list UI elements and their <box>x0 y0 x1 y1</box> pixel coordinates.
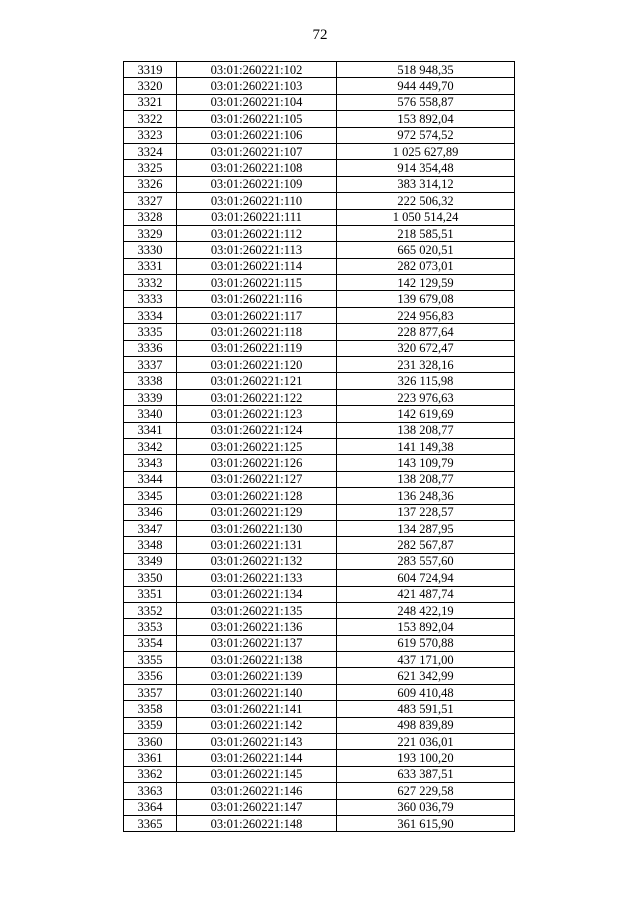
table-row <box>124 406 515 422</box>
table-row <box>124 766 515 782</box>
row-number-cell: 3326 <box>124 176 177 192</box>
row-number-cell: 3358 <box>124 701 177 717</box>
row-number-cell: 3348 <box>124 537 177 553</box>
value-cell: 360 036,79 <box>337 799 515 815</box>
cadastral-number-cell: 03:01:260221:124 <box>177 422 337 438</box>
table-row <box>124 570 515 586</box>
table-row <box>124 553 515 569</box>
value-cell: 153 892,04 <box>337 111 515 127</box>
cadastral-number-cell: 03:01:260221:105 <box>177 111 337 127</box>
cadastral-number-cell: 03:01:260221:122 <box>177 389 337 405</box>
row-number-cell: 3329 <box>124 225 177 241</box>
value-cell: 139 679,08 <box>337 291 515 307</box>
row-number-cell: 3334 <box>124 307 177 323</box>
row-number-cell: 3351 <box>124 586 177 602</box>
row-number-cell: 3361 <box>124 750 177 766</box>
row-number-cell: 3365 <box>124 815 177 831</box>
value-cell: 218 585,51 <box>337 225 515 241</box>
table-row <box>124 717 515 733</box>
table-row <box>124 520 515 536</box>
cadastral-number-cell: 03:01:260221:139 <box>177 668 337 684</box>
value-cell: 193 100,20 <box>337 750 515 766</box>
cadastral-number-cell: 03:01:260221:108 <box>177 160 337 176</box>
row-number-cell: 3354 <box>124 635 177 651</box>
page-number: 72 <box>312 27 328 43</box>
row-number-cell: 3327 <box>124 193 177 209</box>
table-row <box>124 783 515 799</box>
row-number-cell: 3350 <box>124 570 177 586</box>
table-row <box>124 340 515 356</box>
value-cell: 138 208,77 <box>337 422 515 438</box>
value-cell: 142 129,59 <box>337 275 515 291</box>
table-row <box>124 652 515 668</box>
table-row <box>124 258 515 274</box>
cadastral-number-cell: 03:01:260221:126 <box>177 455 337 471</box>
table-row <box>124 602 515 618</box>
cadastral-number-cell: 03:01:260221:104 <box>177 94 337 110</box>
value-cell: 228 877,64 <box>337 324 515 340</box>
table-row <box>124 619 515 635</box>
row-number-cell: 3336 <box>124 340 177 356</box>
value-cell: 437 171,00 <box>337 652 515 668</box>
row-number-cell: 3364 <box>124 799 177 815</box>
cadastral-number-cell: 03:01:260221:128 <box>177 488 337 504</box>
row-number-cell: 3330 <box>124 242 177 258</box>
cadastral-number-cell: 03:01:260221:147 <box>177 799 337 815</box>
value-cell: 1 050 514,24 <box>337 209 515 225</box>
value-cell: 576 558,87 <box>337 94 515 110</box>
table-row <box>124 668 515 684</box>
value-cell: 633 387,51 <box>337 766 515 782</box>
table-row <box>124 586 515 602</box>
table-row <box>124 193 515 209</box>
value-cell: 421 487,74 <box>337 586 515 602</box>
cadastral-number-cell: 03:01:260221:113 <box>177 242 337 258</box>
cadastral-number-cell: 03:01:260221:137 <box>177 635 337 651</box>
cadastral-number-cell: 03:01:260221:143 <box>177 734 337 750</box>
value-cell: 498 839,89 <box>337 717 515 733</box>
cadastral-number-cell: 03:01:260221:121 <box>177 373 337 389</box>
row-number-cell: 3349 <box>124 553 177 569</box>
table-row <box>124 373 515 389</box>
row-number-cell: 3353 <box>124 619 177 635</box>
table-row <box>124 504 515 520</box>
value-cell: 621 342,99 <box>337 668 515 684</box>
row-number-cell: 3321 <box>124 94 177 110</box>
value-cell: 141 149,38 <box>337 438 515 454</box>
row-number-cell: 3362 <box>124 766 177 782</box>
row-number-cell: 3356 <box>124 668 177 684</box>
cadastral-number-cell: 03:01:260221:125 <box>177 438 337 454</box>
table-row <box>124 275 515 291</box>
cadastral-number-cell: 03:01:260221:133 <box>177 570 337 586</box>
cadastral-number-cell: 03:01:260221:134 <box>177 586 337 602</box>
table-row <box>124 389 515 405</box>
table-row <box>124 127 515 143</box>
row-number-cell: 3325 <box>124 160 177 176</box>
value-cell: 944 449,70 <box>337 78 515 94</box>
cadastral-number-cell: 03:01:260221:138 <box>177 652 337 668</box>
table-row <box>124 537 515 553</box>
value-cell: 136 248,36 <box>337 488 515 504</box>
value-cell: 326 115,98 <box>337 373 515 389</box>
cadastral-number-cell: 03:01:260221:106 <box>177 127 337 143</box>
value-cell: 1 025 627,89 <box>337 143 515 159</box>
cadastral-number-cell: 03:01:260221:119 <box>177 340 337 356</box>
value-cell: 134 287,95 <box>337 520 515 536</box>
row-number-cell: 3337 <box>124 357 177 373</box>
table-row <box>124 111 515 127</box>
table-row <box>124 701 515 717</box>
value-cell: 619 570,88 <box>337 635 515 651</box>
cadastral-number-cell: 03:01:260221:103 <box>177 78 337 94</box>
cadastral-number-cell: 03:01:260221:148 <box>177 815 337 831</box>
row-number-cell: 3323 <box>124 127 177 143</box>
table-row <box>124 143 515 159</box>
cadastral-number-cell: 03:01:260221:112 <box>177 225 337 241</box>
row-number-cell: 3359 <box>124 717 177 733</box>
row-number-cell: 3335 <box>124 324 177 340</box>
cadastral-number-cell: 03:01:260221:127 <box>177 471 337 487</box>
value-cell: 222 506,32 <box>337 193 515 209</box>
cadastral-number-cell: 03:01:260221:130 <box>177 520 337 536</box>
cadastral-number-cell: 03:01:260221:102 <box>177 62 337 78</box>
cadastral-number-cell: 03:01:260221:141 <box>177 701 337 717</box>
table-row <box>124 635 515 651</box>
value-cell: 138 208,77 <box>337 471 515 487</box>
cadastral-value-table <box>123 61 515 832</box>
table-row <box>124 225 515 241</box>
cadastral-number-cell: 03:01:260221:142 <box>177 717 337 733</box>
cadastral-number-cell: 03:01:260221:129 <box>177 504 337 520</box>
value-cell: 153 892,04 <box>337 619 515 635</box>
value-cell: 282 567,87 <box>337 537 515 553</box>
row-number-cell: 3345 <box>124 488 177 504</box>
row-number-cell: 3342 <box>124 438 177 454</box>
table-row <box>124 799 515 815</box>
table-row <box>124 357 515 373</box>
value-cell: 665 020,51 <box>337 242 515 258</box>
cadastral-number-cell: 03:01:260221:116 <box>177 291 337 307</box>
cadastral-number-cell: 03:01:260221:114 <box>177 258 337 274</box>
row-number-cell: 3360 <box>124 734 177 750</box>
table-row <box>124 209 515 225</box>
value-cell: 143 109,79 <box>337 455 515 471</box>
value-cell: 483 591,51 <box>337 701 515 717</box>
cadastral-number-cell: 03:01:260221:136 <box>177 619 337 635</box>
value-cell: 142 619,69 <box>337 406 515 422</box>
row-number-cell: 3343 <box>124 455 177 471</box>
row-number-cell: 3328 <box>124 209 177 225</box>
cadastral-number-cell: 03:01:260221:135 <box>177 602 337 618</box>
value-cell: 361 615,90 <box>337 815 515 831</box>
row-number-cell: 3347 <box>124 520 177 536</box>
value-cell: 248 422,19 <box>337 602 515 618</box>
table-row <box>124 242 515 258</box>
row-number-cell: 3331 <box>124 258 177 274</box>
row-number-cell: 3322 <box>124 111 177 127</box>
cadastral-number-cell: 03:01:260221:111 <box>177 209 337 225</box>
value-cell: 223 976,63 <box>337 389 515 405</box>
cadastral-number-cell: 03:01:260221:144 <box>177 750 337 766</box>
value-cell: 282 073,01 <box>337 258 515 274</box>
value-cell: 137 228,57 <box>337 504 515 520</box>
value-cell: 609 410,48 <box>337 684 515 700</box>
row-number-cell: 3357 <box>124 684 177 700</box>
table-row <box>124 734 515 750</box>
cadastral-number-cell: 03:01:260221:131 <box>177 537 337 553</box>
row-number-cell: 3352 <box>124 602 177 618</box>
value-cell: 518 948,35 <box>337 62 515 78</box>
value-cell: 283 557,60 <box>337 553 515 569</box>
value-cell: 972 574,52 <box>337 127 515 143</box>
table-row <box>124 438 515 454</box>
table-body <box>124 62 515 832</box>
value-cell: 627 229,58 <box>337 783 515 799</box>
row-number-cell: 3338 <box>124 373 177 389</box>
table-row <box>124 471 515 487</box>
table-row <box>124 324 515 340</box>
row-number-cell: 3355 <box>124 652 177 668</box>
cadastral-number-cell: 03:01:260221:146 <box>177 783 337 799</box>
cadastral-number-cell: 03:01:260221:123 <box>177 406 337 422</box>
row-number-cell: 3363 <box>124 783 177 799</box>
table-row <box>124 291 515 307</box>
cadastral-number-cell: 03:01:260221:140 <box>177 684 337 700</box>
cadastral-number-cell: 03:01:260221:109 <box>177 176 337 192</box>
row-number-cell: 3339 <box>124 389 177 405</box>
cadastral-number-cell: 03:01:260221:107 <box>177 143 337 159</box>
table-row <box>124 78 515 94</box>
row-number-cell: 3340 <box>124 406 177 422</box>
table-row <box>124 94 515 110</box>
cadastral-number-cell: 03:01:260221:110 <box>177 193 337 209</box>
row-number-cell: 3320 <box>124 78 177 94</box>
value-cell: 221 036,01 <box>337 734 515 750</box>
row-number-cell: 3333 <box>124 291 177 307</box>
row-number-cell: 3332 <box>124 275 177 291</box>
cadastral-number-cell: 03:01:260221:118 <box>177 324 337 340</box>
value-cell: 224 956,83 <box>337 307 515 323</box>
row-number-cell: 3319 <box>124 62 177 78</box>
table-row <box>124 307 515 323</box>
value-cell: 231 328,16 <box>337 357 515 373</box>
row-number-cell: 3324 <box>124 143 177 159</box>
cadastral-number-cell: 03:01:260221:120 <box>177 357 337 373</box>
row-number-cell: 3344 <box>124 471 177 487</box>
table-row <box>124 455 515 471</box>
cadastral-number-cell: 03:01:260221:132 <box>177 553 337 569</box>
table-row <box>124 160 515 176</box>
value-cell: 320 672,47 <box>337 340 515 356</box>
table-row <box>124 422 515 438</box>
cadastral-number-cell: 03:01:260221:117 <box>177 307 337 323</box>
table-row <box>124 62 515 78</box>
row-number-cell: 3341 <box>124 422 177 438</box>
table-row <box>124 815 515 831</box>
cadastral-number-cell: 03:01:260221:115 <box>177 275 337 291</box>
cadastral-number-cell: 03:01:260221:145 <box>177 766 337 782</box>
table-row <box>124 684 515 700</box>
value-cell: 914 354,48 <box>337 160 515 176</box>
table-row <box>124 488 515 504</box>
row-number-cell: 3346 <box>124 504 177 520</box>
value-cell: 383 314,12 <box>337 176 515 192</box>
table-row <box>124 750 515 766</box>
value-cell: 604 724,94 <box>337 570 515 586</box>
table-row <box>124 176 515 192</box>
